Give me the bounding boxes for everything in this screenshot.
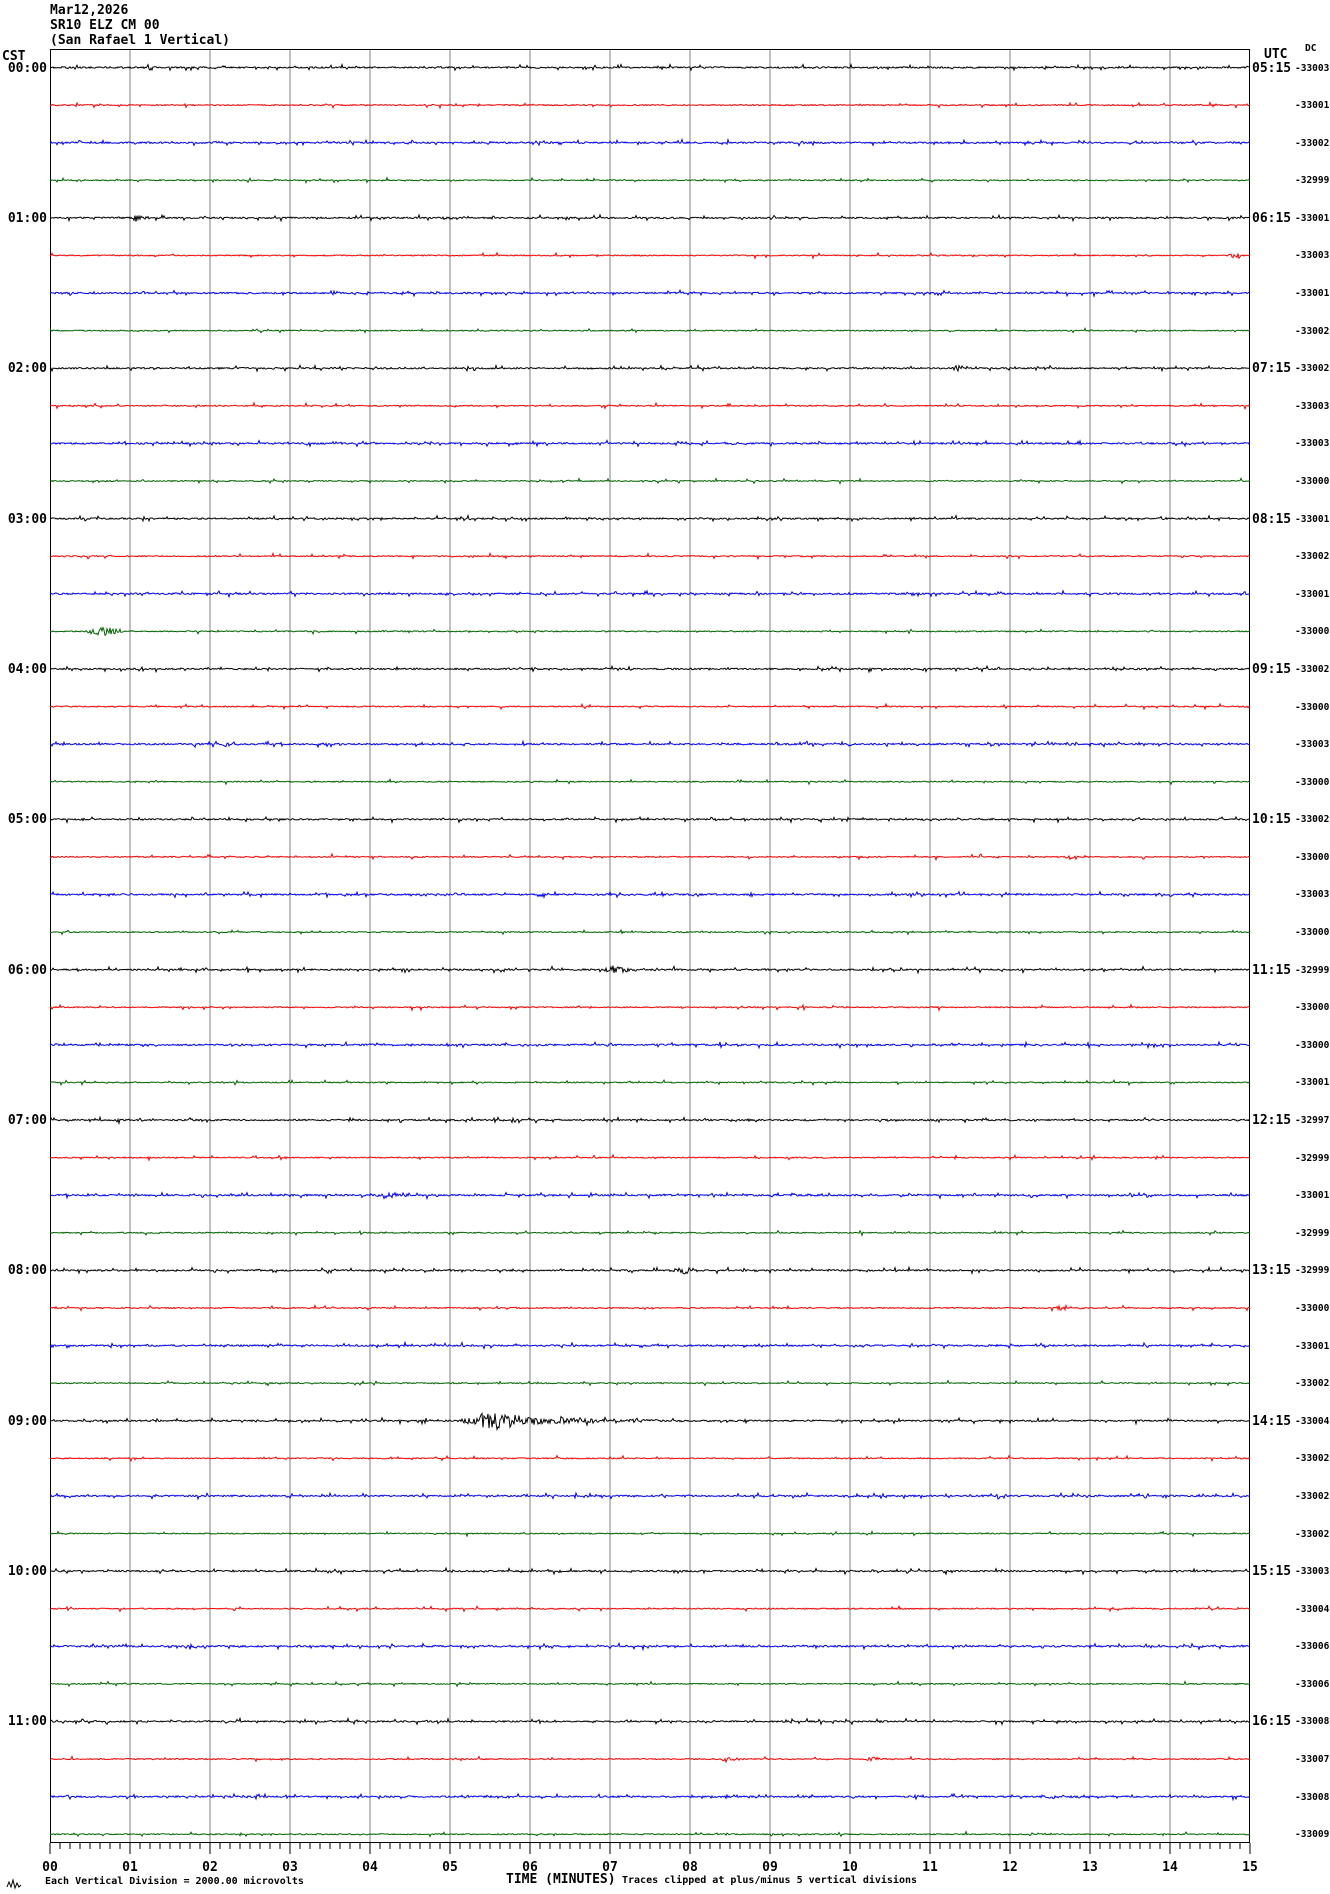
cst-hour-label: 05:00 — [7, 812, 47, 827]
cst-hour-label: 10:00 — [7, 1564, 47, 1579]
dc-offset-value: -33002 — [1295, 1491, 1330, 1502]
svg-text:06: 06 — [522, 1860, 538, 1875]
station-code: SR10 ELZ CM 00 — [50, 18, 160, 33]
cst-hour-label: 07:00 — [7, 1113, 47, 1128]
dc-offset-value: -32997 — [1295, 1115, 1330, 1126]
dc-offset-value: -33003 — [1295, 401, 1330, 412]
dc-offset-value: -33003 — [1295, 438, 1330, 449]
dc-offset-value: -33004 — [1295, 1604, 1330, 1615]
cst-hour-label: 03:00 — [7, 512, 47, 527]
svg-text:04: 04 — [362, 1860, 378, 1875]
station-description: (San Rafael 1 Vertical) — [50, 33, 231, 48]
utc-hour-label: 14:15 — [1252, 1414, 1292, 1429]
dc-offset-value: -33000 — [1295, 1002, 1330, 1013]
x-axis-label: TIME (MINUTES) — [506, 1872, 616, 1887]
scale-note: Each Vertical Division = 2000.00 microvolts — [45, 1876, 304, 1887]
seismogram-plot[interactable] — [50, 49, 1250, 1843]
dc-offset-value: -33006 — [1295, 1641, 1330, 1652]
utc-hour-label: 05:15 — [1252, 61, 1292, 76]
dc-offset-value: -33002 — [1295, 1529, 1330, 1540]
utc-hour-label: 10:15 — [1252, 812, 1292, 827]
utc-hour-label: 09:15 — [1252, 662, 1292, 677]
dc-offset-value: -33007 — [1295, 1754, 1330, 1765]
dc-offset-value: -33003 — [1295, 889, 1330, 900]
dc-offset-value: -33003 — [1295, 63, 1330, 74]
svg-text:00: 00 — [42, 1860, 58, 1875]
utc-hour-label: 12:15 — [1252, 1113, 1292, 1128]
dc-offset-value: -32999 — [1295, 965, 1330, 976]
utc-hour-label: 06:15 — [1252, 211, 1292, 226]
cst-hour-label: 02:00 — [7, 361, 47, 376]
cst-header-label: CST — [2, 49, 26, 64]
utc-hour-label: 11:15 — [1252, 963, 1292, 978]
cst-hour-label: 08:00 — [7, 1263, 47, 1278]
dc-offset-value: -33001 — [1295, 100, 1330, 111]
svg-text:15: 15 — [1242, 1860, 1258, 1875]
svg-text:10: 10 — [842, 1860, 858, 1875]
dc-offset-value: -33002 — [1295, 1453, 1330, 1464]
cst-hour-label: 01:00 — [7, 211, 47, 226]
dc-offset-value: -33001 — [1295, 1341, 1330, 1352]
svg-text:01: 01 — [122, 1860, 138, 1875]
dc-offset-value: -33002 — [1295, 363, 1330, 374]
dc-offset-value: -33001 — [1295, 213, 1330, 224]
dc-offset-value: -33002 — [1295, 326, 1330, 337]
dc-offset-value: -33009 — [1295, 1829, 1330, 1840]
dc-offset-value: -33000 — [1295, 852, 1330, 863]
record-date: Mar12,2026 — [50, 3, 129, 18]
dc-offset-value: -33000 — [1295, 702, 1330, 713]
dc-offset-value: -33002 — [1295, 664, 1330, 675]
svg-text:05: 05 — [442, 1860, 458, 1875]
svg-text:03: 03 — [282, 1860, 298, 1875]
dc-offset-value: -32999 — [1295, 1228, 1330, 1239]
cst-hour-label: 11:00 — [7, 1714, 47, 1729]
dc-offset-value: -33000 — [1295, 1040, 1330, 1051]
utc-hour-label: 07:15 — [1252, 361, 1292, 376]
seismogram-logo-icon — [6, 1878, 22, 1890]
dc-offset-value: -33001 — [1295, 514, 1330, 525]
utc-hour-label: 13:15 — [1252, 1263, 1292, 1278]
dc-offset-value: -33008 — [1295, 1792, 1330, 1803]
time-axis — [42, 1843, 1258, 1877]
dc-offset-value: -33001 — [1295, 288, 1330, 299]
dc-offset-value: -33003 — [1295, 1566, 1330, 1577]
dc-offset-value: -33001 — [1295, 1190, 1330, 1201]
dc-offset-value: -32999 — [1295, 1153, 1330, 1164]
dc-offset-value: -33001 — [1295, 589, 1330, 600]
cst-hour-label: 06:00 — [7, 963, 47, 978]
dc-offset-value: -33002 — [1295, 814, 1330, 825]
dc-offset-value: -33000 — [1295, 626, 1330, 637]
dc-offset-value: -33002 — [1295, 138, 1330, 149]
svg-text:12: 12 — [1002, 1860, 1018, 1875]
svg-text:02: 02 — [202, 1860, 218, 1875]
cst-hour-label: 09:00 — [7, 1414, 47, 1429]
utc-hour-label: 08:15 — [1252, 512, 1292, 527]
dc-offset-value: -32999 — [1295, 175, 1330, 186]
cst-hour-label: 04:00 — [7, 662, 47, 677]
cst-hour-label: 00:00 — [7, 61, 47, 76]
dc-offset-value: -33003 — [1295, 739, 1330, 750]
dc-offset-value: -33000 — [1295, 927, 1330, 938]
dc-offset-value: -33002 — [1295, 551, 1330, 562]
utc-header-label: UTC — [1264, 47, 1288, 62]
dc-offset-value: -33006 — [1295, 1679, 1330, 1690]
dc-offset-value: -33008 — [1295, 1716, 1330, 1727]
svg-text:08: 08 — [682, 1860, 698, 1875]
dc-offset-value: -33004 — [1295, 1416, 1330, 1427]
svg-text:14: 14 — [1162, 1860, 1178, 1875]
dc-offset-value: -33000 — [1295, 1303, 1330, 1314]
svg-text:13: 13 — [1082, 1860, 1098, 1875]
dc-offset-value: -33000 — [1295, 476, 1330, 487]
dc-offset-value: -33000 — [1295, 777, 1330, 788]
dc-header-label: DC — [1305, 43, 1317, 54]
utc-hour-label: 15:15 — [1252, 1564, 1292, 1579]
dc-offset-value: -33003 — [1295, 250, 1330, 261]
clip-note: Traces clipped at plus/minus 5 vertical divisions — [622, 1875, 918, 1886]
utc-hour-label: 16:15 — [1252, 1714, 1292, 1729]
svg-text:09: 09 — [762, 1860, 778, 1875]
dc-offset-value: -33001 — [1295, 1077, 1330, 1088]
svg-text:07: 07 — [602, 1860, 618, 1875]
svg-text:11: 11 — [922, 1860, 938, 1875]
dc-offset-value: -33002 — [1295, 1378, 1330, 1389]
dc-offset-value: -32999 — [1295, 1265, 1330, 1276]
